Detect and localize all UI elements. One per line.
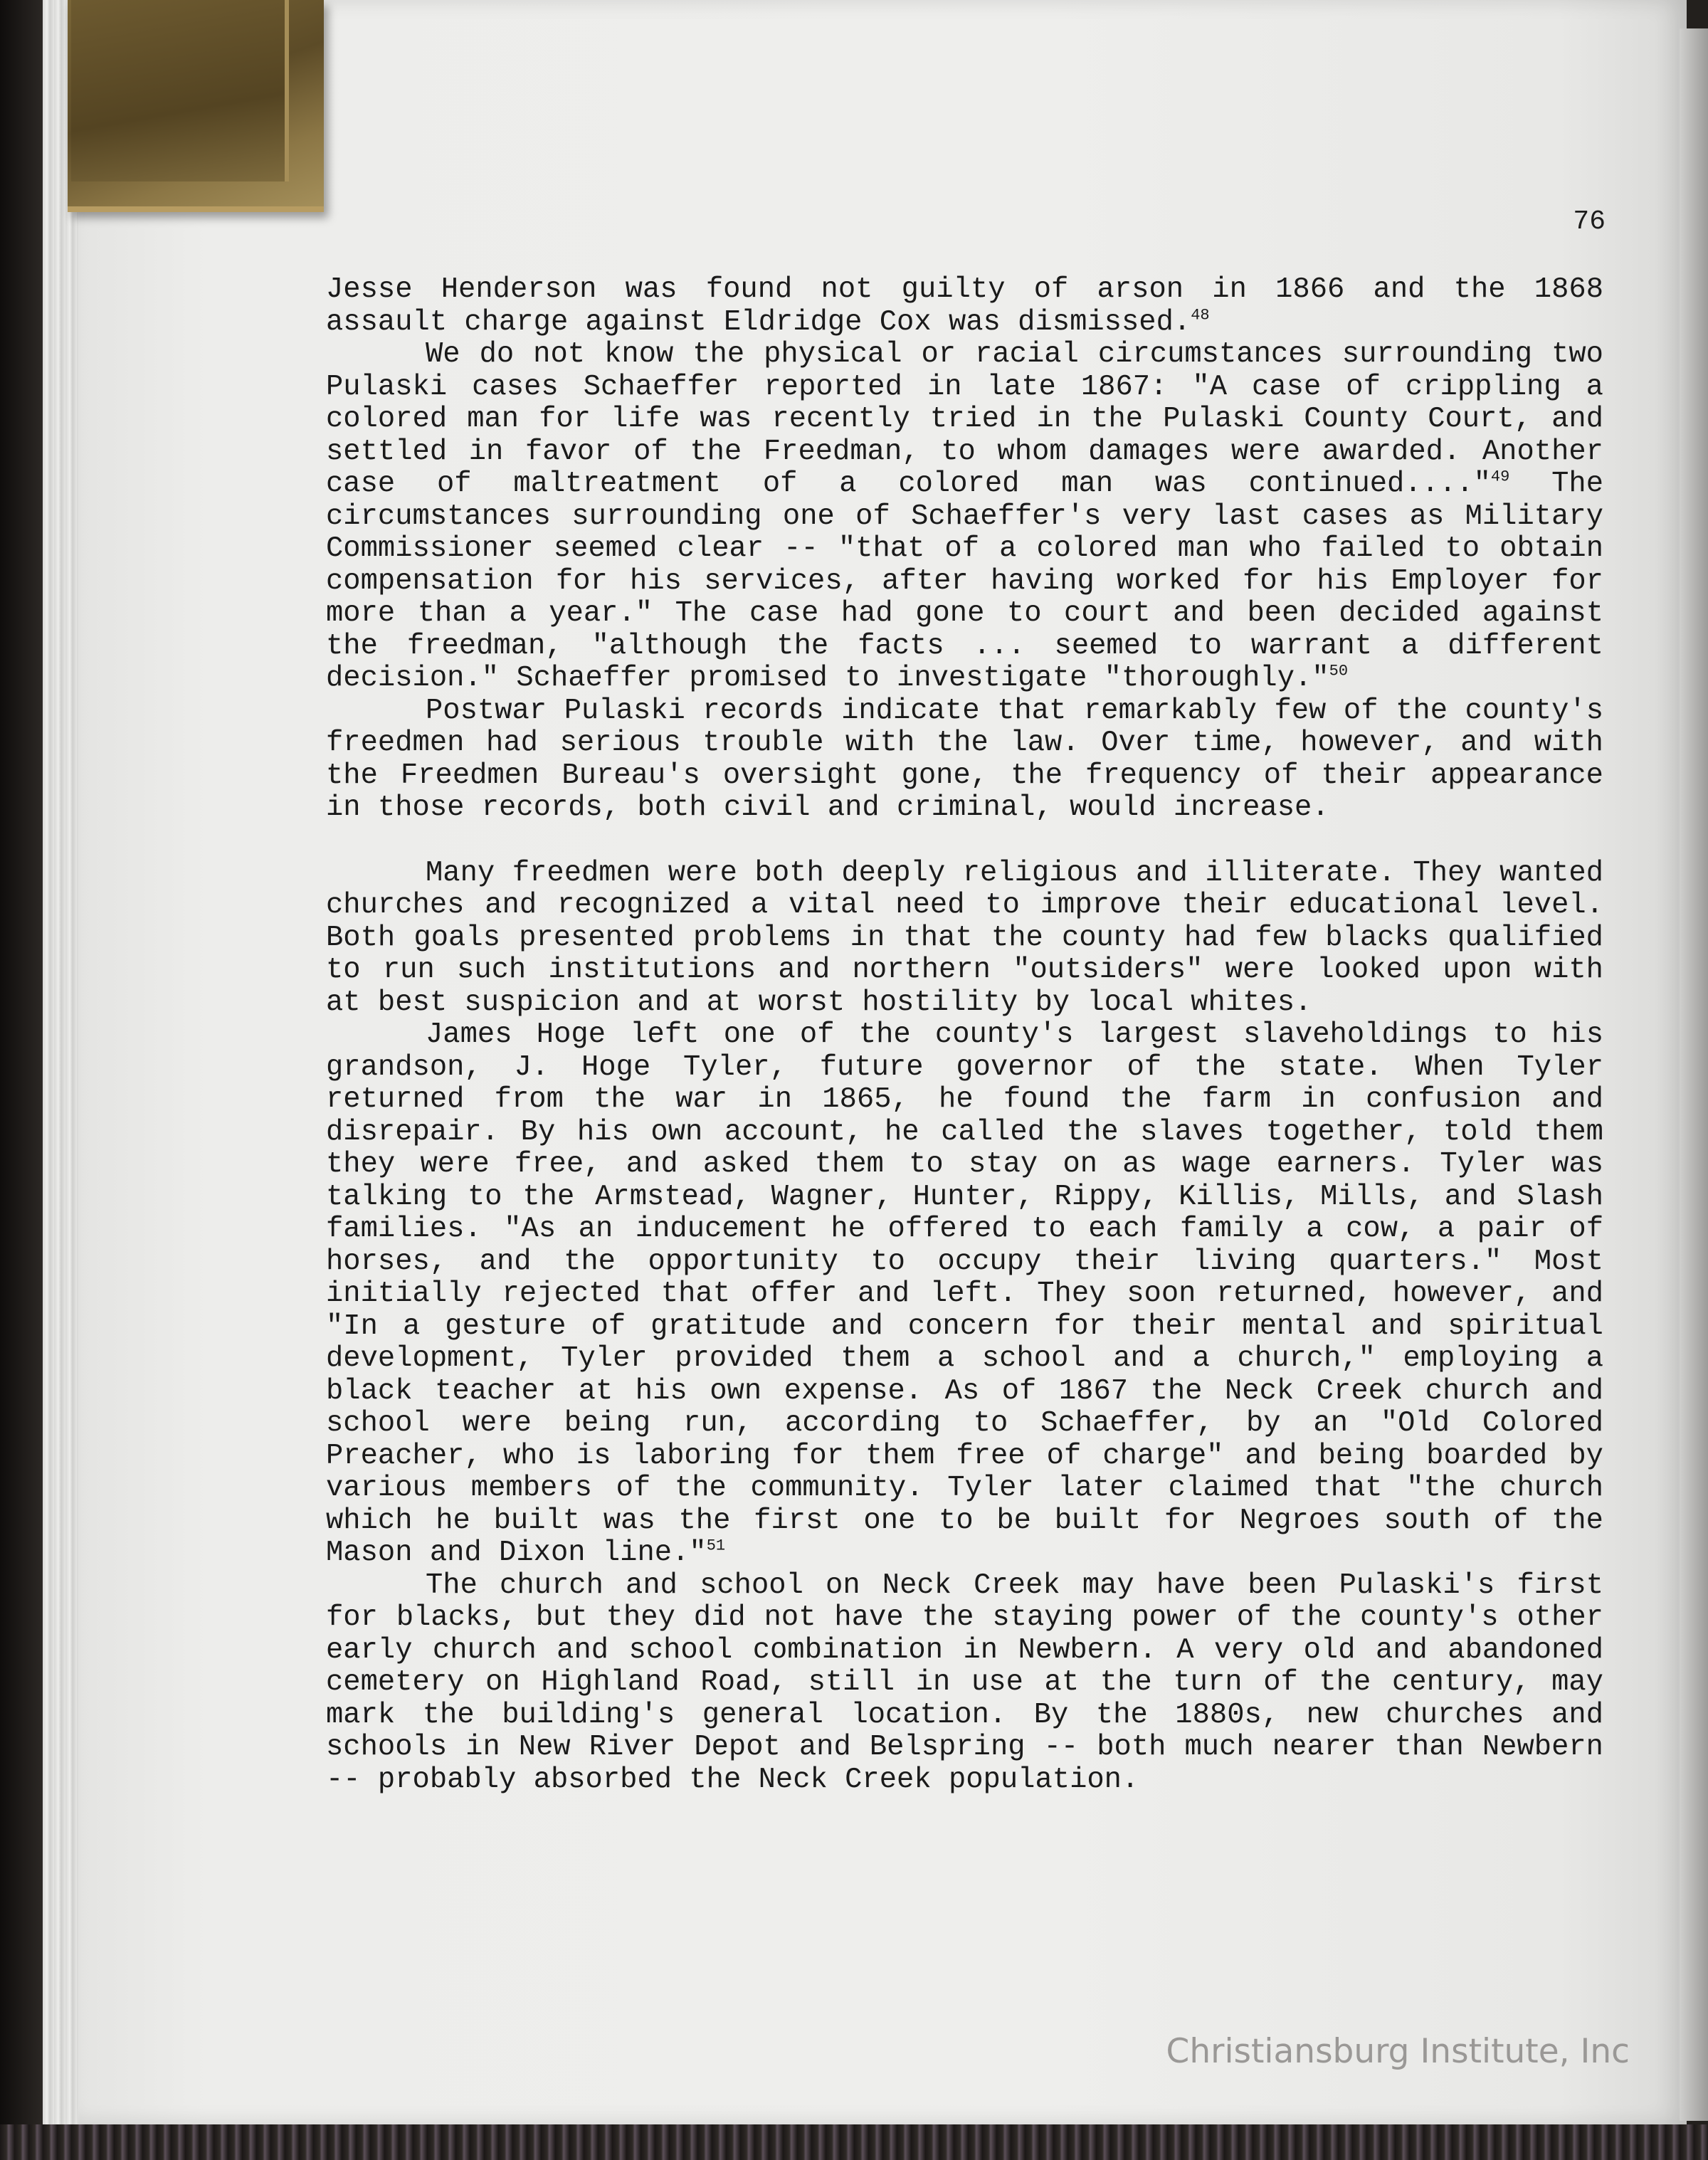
footnote-ref-51: 51 [706,1537,726,1555]
paragraph-3: Postwar Pulaski records indicate that remarkably few of the county's freedmen had serious trouble with the law. Over time, however, and with the Freedmen Bureau's oversight gone, the frequency of their appearance in those records, both civil and criminal, would increase. [326,694,1603,824]
page-right-edge [1680,28,1708,2121]
binder-clip-inner [71,0,289,181]
footnote-ref-50: 50 [1329,662,1349,680]
body-text [326,274,1603,1796]
paragraph-5: James Hoge left one of the county's largest slaveholdings to his grandson, J. Hoge Tyler, future governor of the state. When Tyler returned from the war in 1865, he found the farm in confusion and disrepair. By his own account, he called the slaves together, told them they were free, and asked them to stay on as wage earners. Tyler was talking to the Armstead, Wagner, Hunter, Rippy, Killis, Mills, and Slash families. "As an inducement he offered to each family a cow, a pair of horses, and the opportunity to occupy their living quarters." Most initially rejected that offer and left. They soon returned, however, and "In a gesture of gratitude and concern for their mental and spiritual development, Tyler provided them a school and a church," employing a black teacher at his own expense. As of 1867 the Neck Creek church and school were being run, according to Schaeffer, by an "Old Colored Preacher, who is laboring for them free of charge" and being boarded by various members of the community. Tyler later claimed that "the church which he built was the first one to be built for Negroes south of the Mason and Dixon line."$^{51}$ [326,1018,1603,1569]
footnote-ref-48: 48 [1191,306,1210,324]
paragraph-4: Many freedmen were both deeply religious and illiterate. They wanted churches and recognized a vital need to improve their educational level. Both goals presented problems in that the county had few blacks qualified to run such institutions and northern "outsiders" were looked upon with at best suspicion and at worst hostility by local whites. [326,856,1603,1019]
page-number: 76 [1573,206,1606,237]
paragraph-1: Jesse Henderson was found not guilty of arson in 1866 and the 1868 assault charge against Eldridge Cox was dismissed.$^{48}$ [326,273,1603,339]
bottom-page-edges [0,2124,1708,2160]
paragraph-2: We do not know the physical or racial circumstances surrounding two Pulaski cases Schaeffer reported in late 1867: "A case of crippling a colored man for life was recently tried in the Pulaski County Court, and settled in favor of the Freedman, to whom damages were awarded. Another case of maltreatment of a colored man was continued...."$^{49}$ The circumstances surrounding one of Schaeffer's very last cases as Military Commissioner seemed clear -- "that of a colored man who failed to obtain compensation for his services, after having worked for his Employer for more than a year." The case had gone to court and been decided against the freedman, "although the facts ... seemed to warrant a different decision." Schaeffer promised to investigate "thoroughly."$^{50}$ [326,338,1603,695]
watermark: Christiansburg Institute, Inc [1166,2032,1630,2071]
paragraph-6: The church and school on Neck Creek may have been Pulaski's first for blacks, but they did not have the staying power of the county's other early church and school combination in Newbern. A very old and abandoned cemetery on Highland Road, still in use at the turn of the century, may mark the building's general location. By the 1880s, new churches and schools in New River Depot and Belspring -- both much nearer than Newbern -- probably absorbed the Neck Creek population. [326,1569,1603,1796]
footnote-ref-49: 49 [1490,468,1510,486]
